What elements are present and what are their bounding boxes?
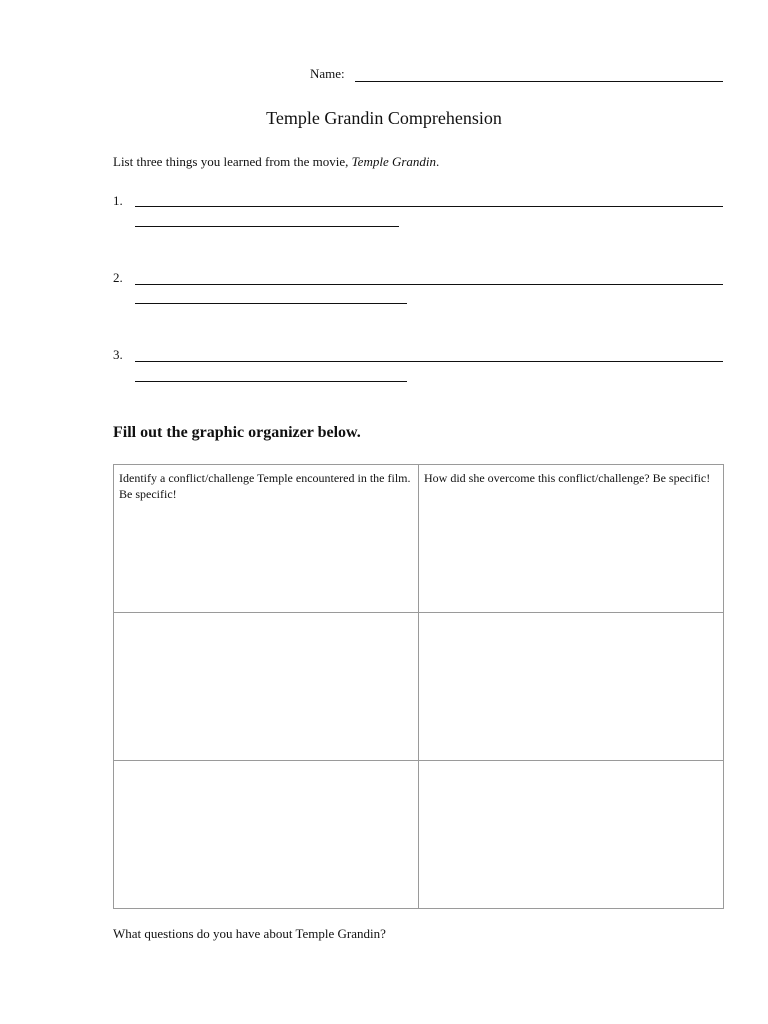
movie-title: Temple Grandin — [351, 154, 437, 169]
answer-line-3b[interactable] — [135, 381, 407, 382]
answer-line-2a[interactable] — [135, 284, 723, 285]
list-item-number-1: 1. — [113, 193, 123, 208]
organizer-cell-conflict-2[interactable] — [114, 613, 419, 761]
organizer-heading: Fill out the graphic organizer below. — [113, 424, 361, 441]
answer-line-2b[interactable] — [135, 303, 407, 304]
name-field[interactable] — [355, 81, 723, 82]
answer-line-1b[interactable] — [135, 226, 399, 227]
organizer-cell-overcome-prompt[interactable] — [419, 465, 724, 613]
list-item-number-3: 3. — [113, 347, 123, 362]
graphic-organizer — [113, 464, 724, 909]
instruction-period: . — [436, 154, 440, 169]
list-item-number-2: 2. — [113, 270, 123, 285]
answer-line-3a[interactable] — [135, 361, 723, 362]
organizer-cell-overcome-3[interactable] — [419, 761, 724, 909]
table-row — [114, 613, 724, 761]
page-title: Temple Grandin Comprehension — [266, 108, 502, 128]
organizer-cell-conflict-prompt[interactable] — [114, 465, 419, 613]
table-row — [114, 465, 724, 613]
answer-line-1a[interactable] — [135, 206, 723, 207]
table-row — [114, 761, 724, 909]
questions-prompt: What questions do you have about Temple Grandin? — [113, 926, 386, 941]
instruction-prefix: List three things you learned from the movie, — [113, 154, 352, 169]
organizer-cell-overcome-2[interactable] — [419, 613, 724, 761]
overcome-prompt-text: How did she overcome this conflict/challenge? Be specific! — [424, 471, 711, 485]
instruction-text — [113, 154, 439, 170]
name-label: Name: — [310, 66, 345, 81]
conflict-prompt-text: Identify a conflict/challenge Temple encountered in the film. Be specific! — [119, 471, 411, 501]
organizer-cell-conflict-3[interactable] — [114, 761, 419, 909]
